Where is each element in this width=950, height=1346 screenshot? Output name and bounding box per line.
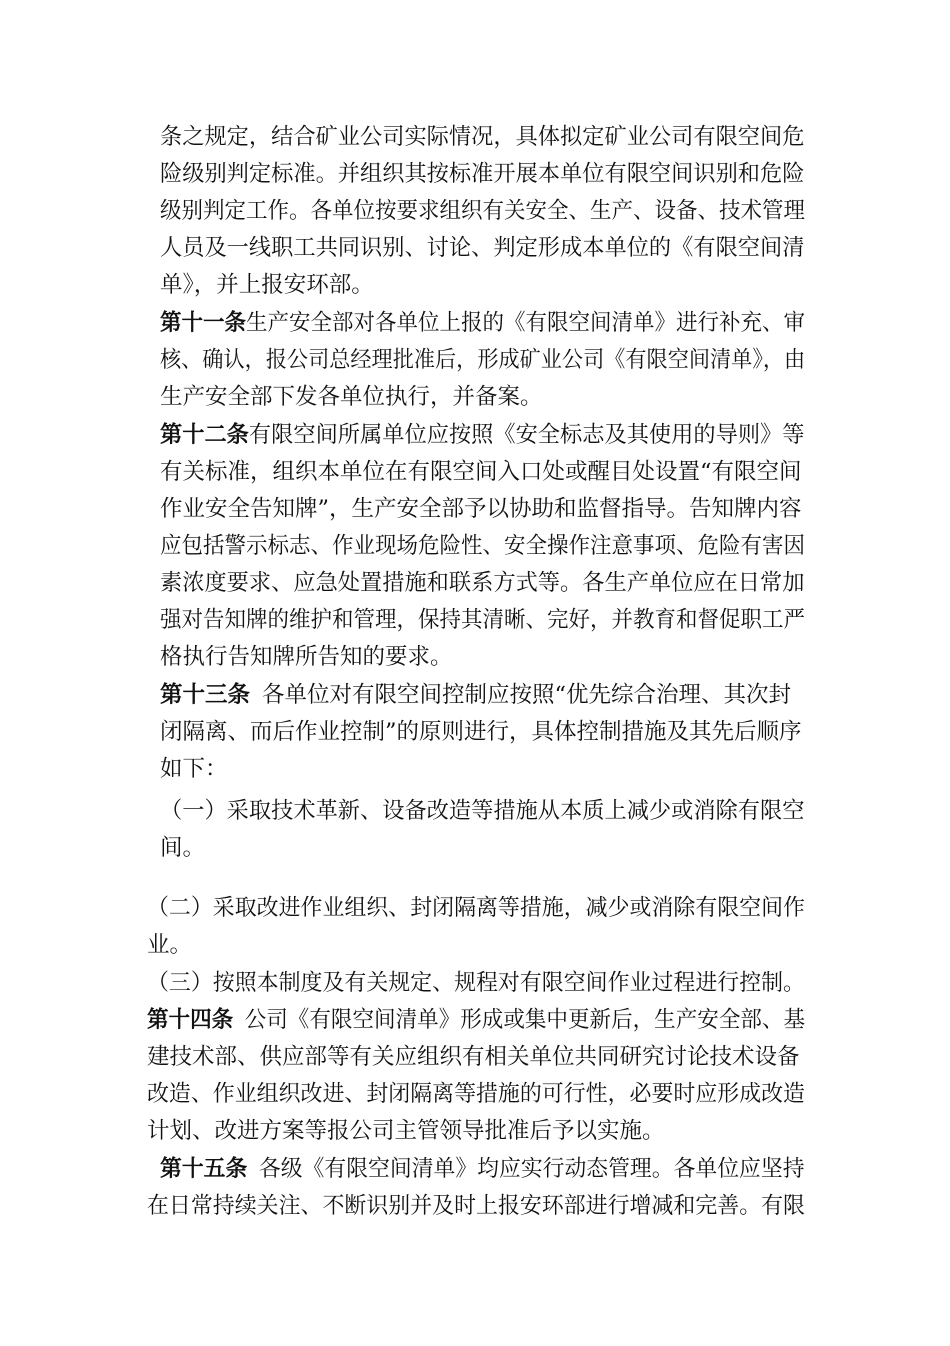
text-line: 核、确认，报公司总经理批准后，形成矿业公司《有限空间清单》，由 xyxy=(160,347,806,373)
list-item-line: （三）按照本制度及有关规定、规程对有限空间作业过程进行控制。 xyxy=(147,970,806,996)
text-line: 险级别判定标准。并组织其按标准开展本单位有限空间识别和危险 xyxy=(160,161,805,187)
article-text: 公司《有限空间清单》形成或集中更新后，生产安全部、基 xyxy=(244,1007,806,1033)
text-line: 闭隔离、而后作业控制”的原则进行，具体控制措施及其先后顺序 xyxy=(160,719,802,745)
text-line xyxy=(160,308,805,338)
article-heading: 第十五条 xyxy=(160,1156,248,1182)
article-text: 各级《有限空间清单》均应实行动态管理。各单位应坚持 xyxy=(258,1156,805,1182)
article-heading: 第十四条 xyxy=(147,1007,234,1033)
text-line: 条之规定，结合矿业公司实际情况，具体拟定矿业公司有限空间危 xyxy=(160,124,805,150)
text-line xyxy=(160,1154,805,1184)
text-line: 应包括警示标志、作业现场危险性、安全操作注意事项、危险有害因 xyxy=(160,533,806,559)
text-line: 有关标准，组织本单位在有限空间入口处或醒目处设置“有限空间 xyxy=(160,459,802,485)
article-text: 生产安全部对各单位上报的《有限空间清单》进行补充、审 xyxy=(246,310,806,336)
list-item-line: 业。 xyxy=(147,932,193,958)
text-line: 建技术部、供应部等有关应组织有相关单位共同研究讨论技术设备 xyxy=(147,1044,800,1070)
text-line: 级别判定工作。各单位按要求组织有关安全、生产、设备、技术管理 xyxy=(160,198,806,224)
text-line: 单》，并上报安环部。 xyxy=(160,272,374,298)
text-line: 在日常持续关注、不断识别并及时上报安环部进行增减和完善。有限 xyxy=(147,1193,806,1219)
list-item-line: （一）采取技术革新、设备改造等措施从本质上减少或消除有限空 xyxy=(160,798,805,824)
article-heading: 第十二条 xyxy=(160,422,249,448)
article-text: 有限空间所属单位应按照《安全标志及其使用的导则》等 xyxy=(248,422,805,448)
text-line: 强对告知牌的维护和管理，保持其清晰、完好，并教育和督促职工严 xyxy=(160,607,806,633)
article-heading: 第十三条 xyxy=(160,682,251,708)
article-heading: 第十一条 xyxy=(160,310,247,336)
text-line: 如下： xyxy=(160,756,228,782)
list-item-line: 间。 xyxy=(160,835,206,861)
text-line: 改造、作业组织改进、封闭隔离等措施的可行性，必要时应形成改造 xyxy=(147,1081,806,1107)
text-line xyxy=(160,680,791,710)
text-line: 生产安全部下发各单位执行，并备案。 xyxy=(160,384,543,410)
text-line: 计划、改进方案等报公司主管领导批准后予以实施。 xyxy=(147,1118,665,1144)
text-line: 素浓度要求、应急处置措施和联系方式等。各生产单位应在日常加 xyxy=(160,570,805,596)
text-line: 格执行告知牌所告知的要求。 xyxy=(160,644,453,670)
text-line xyxy=(160,420,805,450)
text-line: 作业安全告知牌”，生产安全部予以协助和监督指导。告知牌内容 xyxy=(160,496,802,522)
article-text: 各单位对有限空间控制应按照“优先综合治理、其次封 xyxy=(262,682,792,708)
text-line: 人员及一线职工共同识别、讨论、判定形成本单位的《有限空间清 xyxy=(160,235,805,261)
list-item-line: （二）采取改进作业组织、封闭隔离等措施，减少或消除有限空间作 xyxy=(147,895,806,921)
text-line xyxy=(147,1005,805,1035)
